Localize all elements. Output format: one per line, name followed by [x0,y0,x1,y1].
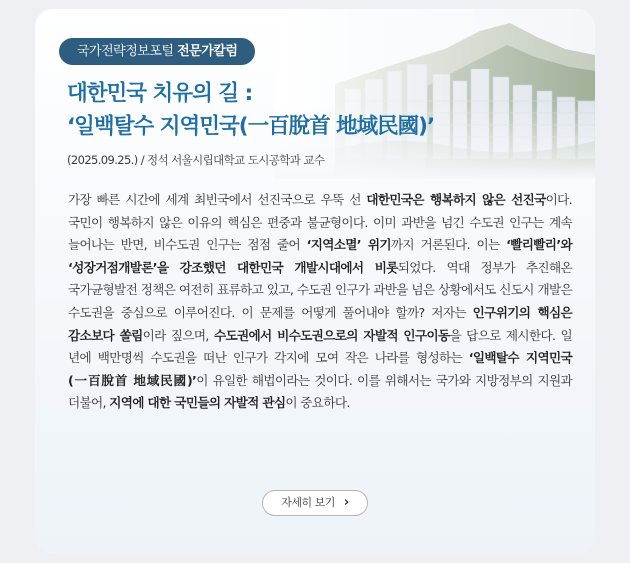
badge-bold-label: 전문가칼럼 [177,44,238,59]
column-body [68,189,572,415]
category-badge [59,38,255,65]
body-text: 이라 짚으며, [142,327,214,343]
body-text: 되었다. 역대 정부가 추진해온 국가균형발전 정책은 여전히 표류하고 있고, 수도권 인구가 과반을 넘은 상황에서도 신도시 개발은 수도권을 중심으로 이루어진다. 이 문제를 어떻게 풀어내야 할까? 저자는 [68,259,572,320]
column-title [67,77,434,143]
byline: (2025.09.25.) / 정석 서울시립대학교 도시공학과 교수 [67,153,325,167]
chevron-right-icon: › [343,495,349,510]
title-line-2: ‘일백탈수 지역민국(一百脫首 地域民國)’ [67,114,435,139]
body-text: 이다. 국민이 행복하지 않은 이유의 핵심은 편중과 불균형이다. 이미 과반을 넘긴 수도권 인구는 계속 늘어나는 반면, 비수도권 인구는 점점 줄어 [68,192,573,253]
column-card [35,9,595,554]
body-text: 까지 거론된다. 이는 [390,237,507,253]
body-text: 이 중요하다. [285,395,350,411]
body-text: 을 답으로 제시한다. 일 년에 백만명씩 수도권을 떠난 인구가 각지에 모여 작은 나라를 형성하는 [68,327,573,366]
body-highlight: ‘일백탈수 지역민국(一百脫首 地域民國)’ [68,350,573,388]
body-text: 이 유일한 해법이라는 것이다. 이를 위해서는 국가와 지방정부의 지원과 더불어, [68,372,572,411]
body-highlight: ‘빨리빨리’와 ‘성장거점개발론’을 강조했던 대한민국 개발시대에서 비롯 [68,237,572,275]
body-highlight: 지역에 대한 국민들의 자발적 관심 [109,395,286,411]
body-text: 가장 빠른 시간에 세계 최빈국에서 선진국으로 우뚝 선 [68,192,367,207]
read-more-button[interactable] [262,490,368,516]
badge-prefix: 국가전략정보포털 [77,44,178,59]
body-highlight: 대한민국은 행복하지 않은 선진국 [366,192,546,207]
body-highlight: 수도권에서 비수도권으로의 자발적 인구이동 [213,327,450,343]
title-line-1: 대한민국 치유의 길 : [67,81,253,106]
body-highlight: ‘지역소멸’ 위기 [306,237,391,253]
body-highlight: 인구위기의 핵심은 감소보다 쏠림 [68,304,572,343]
read-more-label: 자세히 보기 [281,496,335,509]
